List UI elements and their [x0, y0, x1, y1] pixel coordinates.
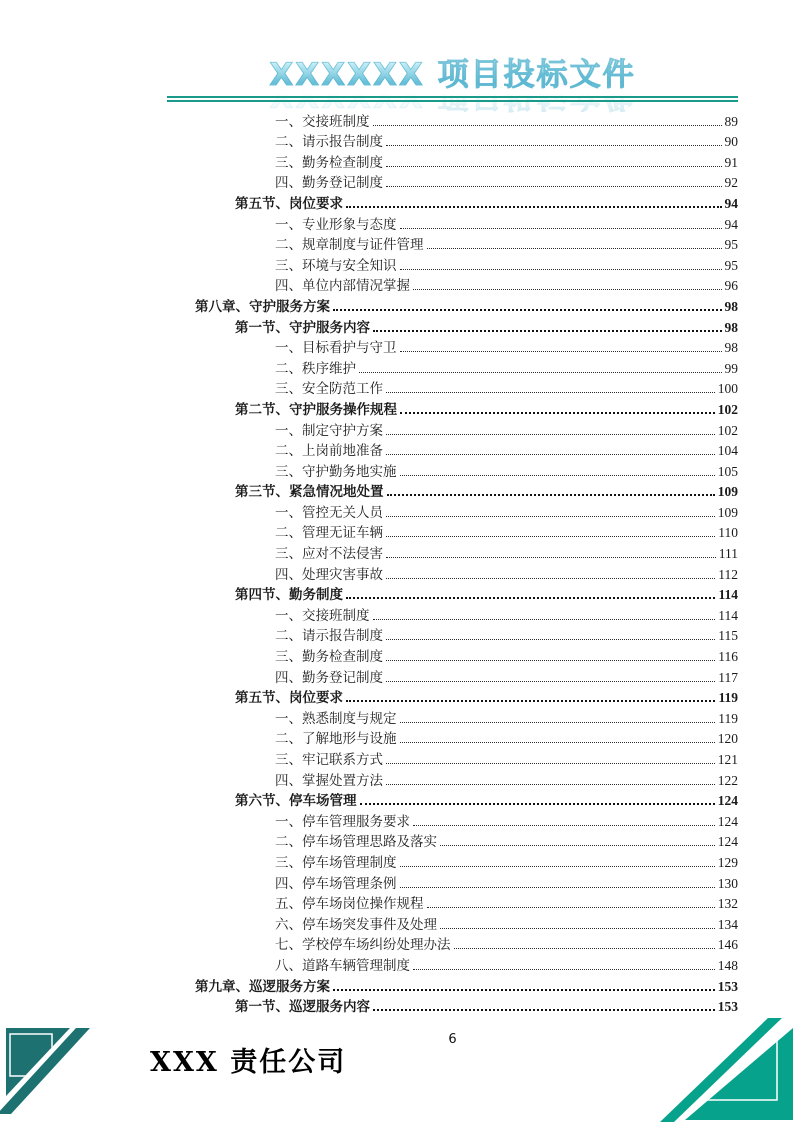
toc-dot-leader: [413, 289, 722, 290]
toc-dot-leader: [400, 742, 715, 743]
toc-dot-leader: [346, 700, 715, 702]
toc-entry-page: 124: [717, 793, 738, 809]
toc-entry-page: 104: [717, 443, 738, 459]
toc-entry-page: 98: [724, 319, 738, 335]
toc-entry-title: 二、秩序维护: [275, 360, 356, 376]
toc-entry-title: 四、停车场管理条例: [275, 875, 397, 891]
toc-entry[interactable]: [167, 233, 738, 254]
toc-entry-title: 第四节、勤务制度: [235, 587, 343, 603]
toc-dot-leader: [373, 330, 722, 332]
toc-entry[interactable]: [167, 747, 738, 768]
toc-entry-page: 112: [718, 566, 738, 582]
toc-entry[interactable]: [167, 809, 738, 830]
toc-entry-page: 132: [717, 896, 738, 912]
toc-entry[interactable]: [167, 356, 738, 377]
toc-dot-leader: [400, 269, 722, 270]
toc-dot-leader: [386, 145, 722, 146]
toc-entry[interactable]: [167, 377, 738, 398]
toc-entry-page: 96: [724, 278, 738, 294]
toc-dot-leader: [400, 887, 715, 888]
toc-entry[interactable]: [167, 294, 738, 315]
toc-entry-page: 146: [717, 937, 738, 953]
toc-dot-leader: [359, 372, 722, 373]
toc-entry-page: 95: [724, 237, 738, 253]
toc-dot-leader: [400, 475, 715, 476]
toc-entry-title: 四、单位内部情况掌握: [275, 278, 410, 294]
toc-dot-leader: [373, 125, 722, 126]
toc-entry[interactable]: [167, 212, 738, 233]
company-name: XXX 责任公司: [150, 1047, 347, 1078]
toc-entry-page: 109: [717, 504, 738, 520]
toc-entry[interactable]: [167, 480, 738, 501]
toc-entry-title: 五、停车场岗位操作规程: [275, 896, 424, 912]
toc-entry[interactable]: [167, 109, 738, 130]
toc-entry-title: 四、勤务登记制度: [275, 175, 383, 191]
toc-entry-page: 109: [717, 484, 738, 500]
toc-entry-page: 102: [717, 422, 738, 438]
toc-entry-title: 二、管理无证车辆: [275, 525, 383, 541]
toc-entry-page: 124: [717, 813, 738, 829]
toc-entry-page: 148: [717, 957, 738, 973]
toc-entry[interactable]: [167, 768, 738, 789]
toc-entry-title: 一、停车管理服务要求: [275, 813, 410, 829]
toc-dot-leader: [413, 825, 715, 826]
toc-entry[interactable]: [167, 706, 738, 727]
toc-dot-leader: [400, 228, 722, 229]
toc-entry-page: 121: [717, 752, 738, 767]
toc-dot-leader: [333, 309, 722, 311]
toc-entry[interactable]: [167, 439, 738, 460]
toc-entry[interactable]: [167, 974, 738, 995]
footer-left-triangle-decoration: [0, 1022, 100, 1114]
toc-entry[interactable]: [167, 830, 738, 851]
toc-entry-title: 二、规章制度与证件管理: [275, 237, 424, 253]
toc-dot-leader: [400, 722, 716, 723]
toc-entry-page: 90: [724, 134, 738, 150]
toc-entry-title: 二、了解地形与设施: [275, 731, 397, 747]
document-title: XXXXXX 项目投标文件: [167, 57, 738, 93]
toc-dot-leader: [400, 351, 722, 352]
toc-dot-leader: [400, 412, 715, 414]
toc-entry[interactable]: [167, 603, 738, 624]
toc-entry[interactable]: [167, 624, 738, 645]
toc-dot-leader: [346, 597, 715, 599]
page-number: 6: [448, 1032, 457, 1047]
toc-entry-page: 95: [724, 257, 738, 273]
toc-entry-page: 114: [718, 607, 738, 623]
toc-dot-leader: [386, 763, 715, 764]
toc-entry-title: 第六节、停车场管理: [235, 793, 357, 809]
toc-entry[interactable]: [167, 191, 738, 212]
toc-entry-title: 三、停车场管理制度: [275, 854, 397, 870]
toc-list: [167, 109, 738, 1015]
toc-entry[interactable]: [167, 150, 738, 171]
toc-entry[interactable]: [167, 521, 738, 542]
toc-dot-leader: [454, 948, 715, 949]
toc-entry-title: 七、学校停车场纠纷处理办法: [275, 937, 451, 953]
toc-entry-page: 89: [724, 113, 738, 129]
toc-entry-page: 111: [718, 546, 738, 562]
toc-entry[interactable]: [167, 953, 738, 974]
toc-entry-title: 四、处理灾害事故: [275, 566, 383, 582]
toc-entry-title: 四、掌握处置方法: [275, 772, 383, 788]
toc-entry-page: 115: [718, 628, 738, 644]
toc-entry-page: 99: [724, 360, 738, 376]
toc-entry-page: 94: [724, 216, 738, 232]
toc-entry-title: 三、应对不法侵害: [275, 546, 383, 562]
toc-entry-title: 三、勤务检查制度: [275, 154, 383, 170]
toc-entry[interactable]: [167, 500, 738, 521]
toc-entry-page: 119: [718, 690, 738, 706]
toc-entry-title: 一、目标看护与守卫: [275, 340, 397, 356]
toc-entry-title: 二、上岗前地准备: [275, 443, 383, 459]
toc-dot-leader: [386, 536, 715, 537]
toc-entry-page: 116: [718, 649, 738, 665]
toc-entry-title: 三、安全防范工作: [275, 381, 383, 397]
toc-entry[interactable]: [167, 418, 738, 439]
toc-entry-title: 三、守护勤务地实施: [275, 463, 397, 479]
toc-dot-leader: [386, 454, 715, 455]
toc-entry-page: 94: [724, 195, 738, 211]
toc-dot-leader: [386, 784, 715, 785]
header-double-rule: [167, 96, 738, 102]
toc-entry-title: 第五节、岗位要求: [235, 690, 343, 706]
toc-entry-title: 二、请示报告制度: [275, 628, 383, 644]
toc-dot-leader: [413, 969, 715, 970]
toc-entry-page: 98: [724, 340, 738, 356]
toc-dot-leader: [386, 578, 715, 579]
toc-entry-page: 119: [718, 710, 738, 726]
toc-entry[interactable]: [167, 583, 738, 604]
toc-entry[interactable]: [167, 130, 738, 151]
toc-entry-page: 124: [717, 834, 738, 850]
toc-entry-title: 一、制定守护方案: [275, 422, 383, 438]
toc-dot-leader: [386, 660, 715, 661]
toc-entry[interactable]: [167, 686, 738, 707]
toc-entry[interactable]: [167, 850, 738, 871]
toc-entry-title: 第八章、守护服务方案: [195, 298, 330, 314]
toc-entry-page: 91: [724, 154, 738, 170]
toc-dot-leader: [440, 928, 715, 929]
toc-entry-title: 第五节、岗位要求: [235, 195, 343, 211]
toc-entry[interactable]: [167, 727, 738, 748]
toc-entry-title: 四、勤务登记制度: [275, 669, 383, 685]
toc-entry-title: 第一节、守护服务内容: [235, 319, 370, 335]
toc-entry-page: 110: [718, 525, 738, 541]
toc-entry-page: 102: [717, 401, 738, 417]
toc-dot-leader: [333, 989, 715, 991]
toc-dot-leader: [400, 866, 715, 867]
toc-entry-page: 100: [717, 381, 738, 397]
toc-entry-title: 三、勤务检查制度: [275, 649, 383, 665]
toc-dot-leader: [360, 803, 715, 805]
toc-dot-leader: [386, 681, 715, 682]
toc-entry-title: 六、停车场突发事件及处理: [275, 916, 437, 932]
toc-dot-leader: [427, 907, 715, 908]
toc-dot-leader: [386, 639, 715, 640]
toc-entry-title: 一、专业形象与态度: [275, 216, 397, 232]
toc-entry[interactable]: [167, 892, 738, 913]
toc-dot-leader: [373, 619, 716, 620]
toc-entry-page: 153: [717, 999, 738, 1015]
toc-entry[interactable]: [167, 912, 738, 933]
toc-dot-leader: [387, 494, 715, 496]
toc-entry-title: 第一节、巡逻服务内容: [235, 999, 370, 1015]
toc-entry-page: 92: [724, 175, 738, 191]
toc-entry-title: 二、停车场管理思路及落实: [275, 834, 437, 850]
footer-right-triangle-decoration: [630, 1008, 793, 1122]
toc-entry[interactable]: [167, 397, 738, 418]
toc-entry[interactable]: [167, 274, 738, 295]
toc-dot-leader: [386, 186, 722, 187]
toc-entry[interactable]: [167, 336, 738, 357]
toc-dot-leader: [346, 206, 722, 208]
toc-entry-page: 130: [717, 875, 738, 891]
toc-entry-title: 一、交接班制度: [275, 607, 370, 623]
toc-dot-leader: [386, 516, 715, 517]
toc-dot-leader: [386, 166, 722, 167]
toc-entry[interactable]: [167, 541, 738, 562]
toc-dot-leader: [386, 434, 715, 435]
toc-entry-page: 134: [717, 916, 738, 932]
toc-entry-page: 153: [717, 978, 738, 994]
toc-entry-page: 120: [717, 731, 738, 747]
toc-entry-title: 第三节、紧急情况地处置: [235, 484, 384, 500]
toc-entry[interactable]: [167, 789, 738, 810]
toc-entry-title: 第九章、巡逻服务方案: [195, 978, 330, 994]
toc-entry[interactable]: [167, 253, 738, 274]
toc-entry-title: 二、请示报告制度: [275, 134, 383, 150]
toc-entry-page: 122: [717, 772, 738, 788]
toc-entry-title: 一、管控无关人员: [275, 504, 383, 520]
toc-entry-title: 一、熟悉制度与规定: [275, 710, 397, 726]
toc-entry[interactable]: [167, 315, 738, 336]
toc-entry[interactable]: [167, 871, 738, 892]
toc-entry-title: 第二节、守护服务操作规程: [235, 401, 397, 417]
toc-entry-page: 129: [717, 854, 738, 870]
toc-dot-leader: [440, 845, 715, 846]
toc-entry-page: 117: [718, 669, 738, 685]
toc-entry[interactable]: [167, 933, 738, 954]
toc-entry-page: 105: [717, 463, 738, 479]
toc-dot-leader: [386, 392, 715, 393]
toc-entry[interactable]: [167, 665, 738, 686]
toc-entry-title: 八、道路车辆管理制度: [275, 957, 410, 973]
toc-entry-title: 三、环境与安全知识: [275, 257, 397, 273]
toc-entry[interactable]: [167, 459, 738, 480]
toc-entry[interactable]: [167, 171, 738, 192]
toc-dot-leader: [427, 248, 722, 249]
toc-entry-title: 三、牢记联系方式: [275, 752, 383, 767]
toc-dot-leader: [386, 557, 716, 558]
toc-entry-page: 98: [724, 298, 738, 314]
toc-entry-page: 114: [718, 587, 738, 603]
toc-entry-title: 一、交接班制度: [275, 113, 370, 129]
toc-entry[interactable]: [167, 644, 738, 665]
toc-entry[interactable]: [167, 562, 738, 583]
